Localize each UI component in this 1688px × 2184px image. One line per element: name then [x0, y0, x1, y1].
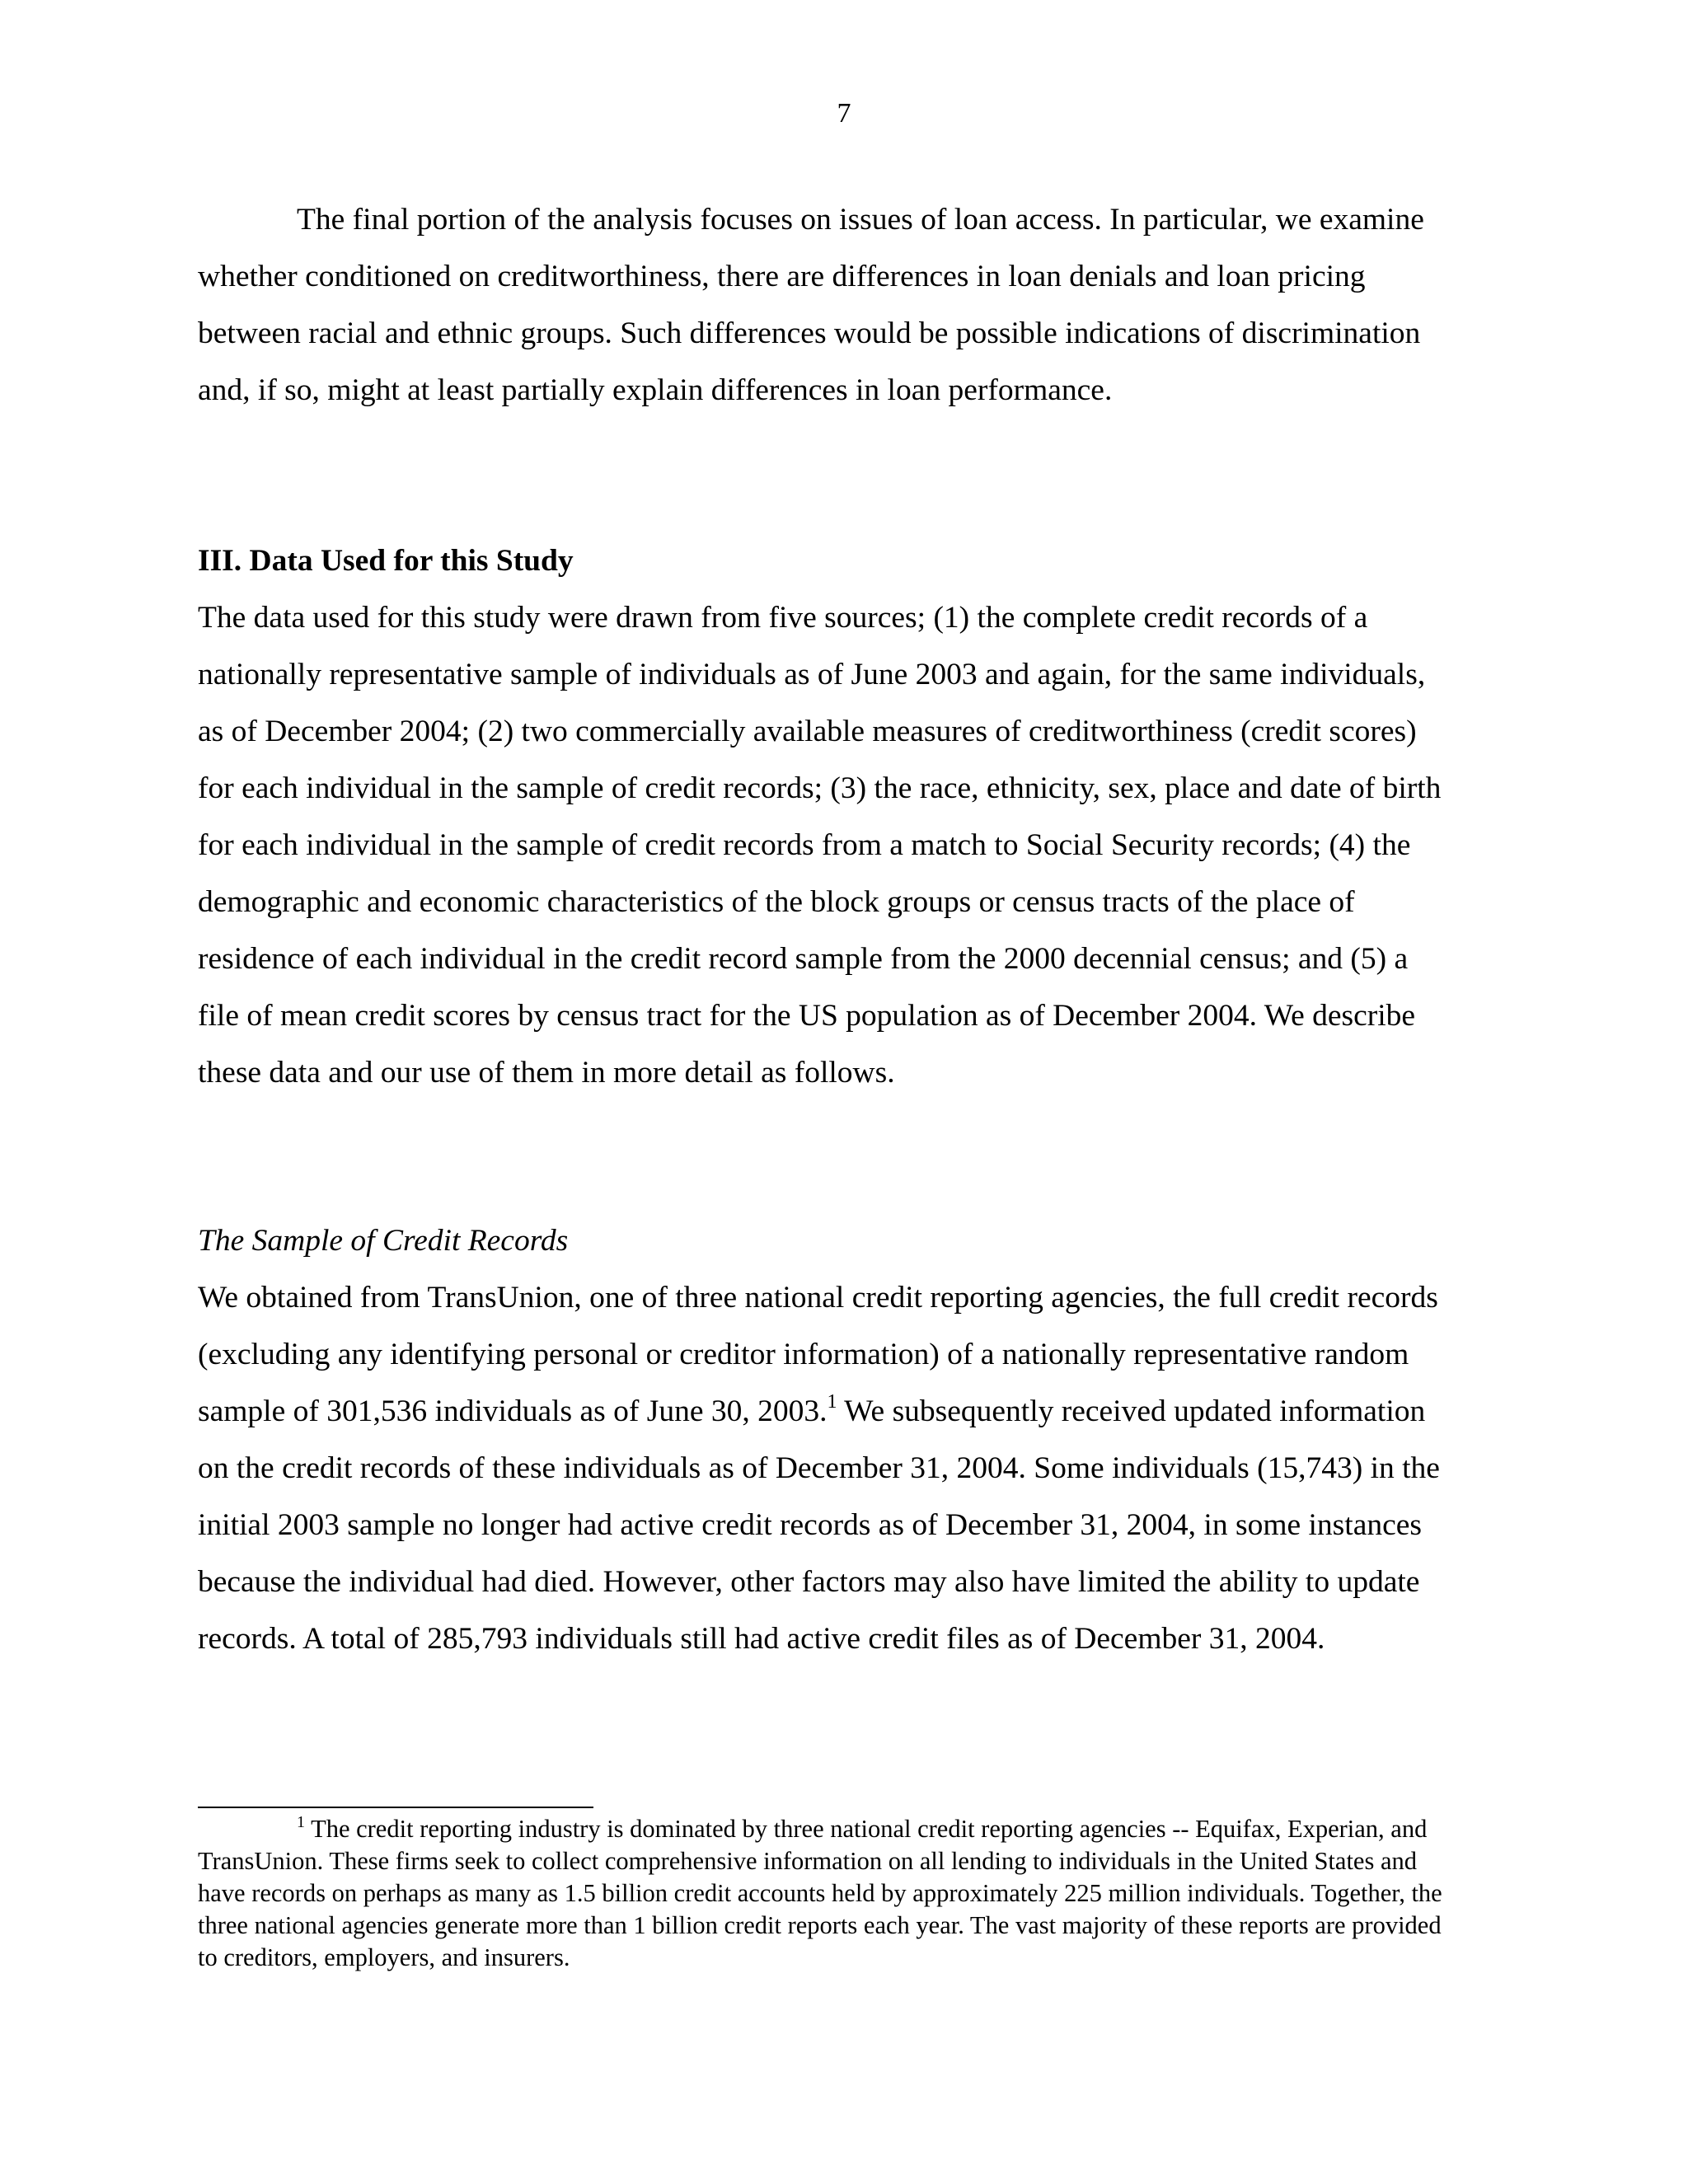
data-paragraph: The data used for this study were drawn from five sources; (1) the complete credit records of a nationally representative sample of individuals as of June 2003 and again, for the same individuals, as of December 2004; (2) two commercially available measures of creditworthiness (credit scores) for each individual in the sample of credit records; (3) the race, ethnicity, sex, place and date of birth for each individual in the sample of credit records from a match to Social Security records; (4) the demographic and economic characteristics of the block groups or census tracts of the place of residence of each individual in the credit record sample from the 2000 decennial census; and (5) a file of mean credit scores by census tract for the US population as of December 2004. We describe these data and our use of them in more detail as follows. [198, 601, 1442, 1090]
footnote [198, 1813, 1451, 1974]
intro-section [198, 191, 1451, 419]
footnote-divider [198, 1807, 593, 1808]
footnote-paragraph [198, 1813, 1451, 1974]
sample-paragraph [198, 1269, 1451, 1667]
section-heading-data: III. Data Used for this Study [198, 544, 574, 578]
subsection-heading-sample: The Sample of Credit Records [198, 1224, 569, 1258]
sample-paragraph-part1: We obtained from TransUnion, one of three national credit reporting agencies, the full credit records (excluding any identifying personal or creditor information) of a nationally representative random sample of 301,536 individuals as of June 30, 2003. [198, 1281, 1438, 1428]
sample-section [198, 1212, 1451, 1667]
footnote-text: The credit reporting industry is dominated by three national credit reporting agencies -- Equifax, Experian, and TransUnion. These firms seek to collect comprehensive information on all lending to individuals in the United States and have records on perhaps as many as 1.5 billion credit accounts held by approximately 225 million individuals. Together, the three national agencies generate more than 1 billion credit reports each year. The vast majority of these reports are provided to creditors, employers, and insurers. [198, 1815, 1442, 1971]
footnote-marker: 1 [297, 1813, 305, 1831]
intro-paragraph: The final portion of the analysis focuses on issues of loan access. In particular, we examine whether conditioned on creditworthiness, there are differences in loan denials and loan pricing between racial and ethnic groups. Such differences would be possible indications of discrimination and, if so, might at least partially explain differences in loan performance. [198, 203, 1424, 407]
sample-paragraph-part2: We subsequently received updated information on the credit records of these individuals as of December 31, 2004. Some individuals (15,743) in the initial 2003 sample no longer had active credit records as of December 31, 2004, in some instances because the individual had died. However, other factors may also have limited the ability to update records. A total of 285,793 individuals still had active credit files as of December 31, 2004. [198, 1394, 1440, 1656]
footnote-reference[interactable]: 1 [827, 1391, 837, 1413]
data-section [198, 532, 1451, 1101]
page-number: 7 [837, 98, 851, 129]
